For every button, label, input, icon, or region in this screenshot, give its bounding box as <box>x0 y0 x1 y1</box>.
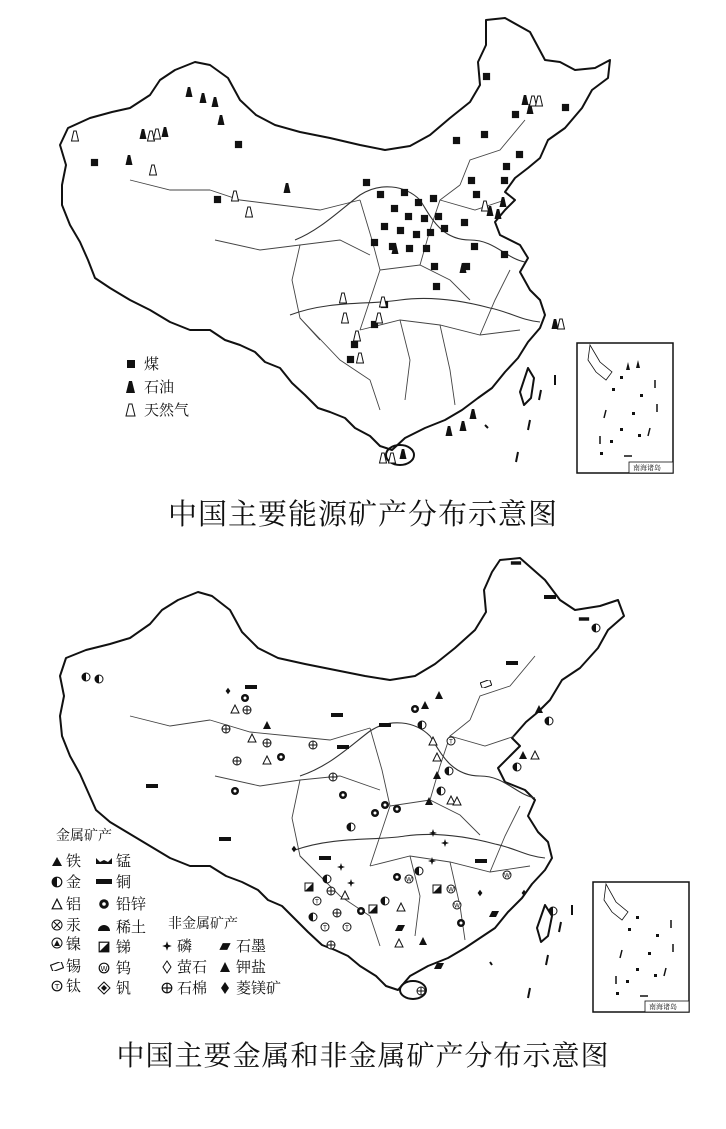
legend-lead-zinc <box>99 895 146 913</box>
metal-legend-title: 金属矿产 <box>56 828 112 844</box>
legend-tungsten-label: 钨 <box>116 959 132 977</box>
inset-label: 南海诸岛 <box>633 464 661 472</box>
nonmetal-legend-title: 非金属矿产 <box>168 916 238 932</box>
legend-coal <box>127 355 159 373</box>
legend-manganese-label: 锰 <box>116 852 132 870</box>
legend-rare-earth-label: 稀土 <box>116 918 147 936</box>
legend-oil-label: 石油 <box>144 378 175 396</box>
legend-aluminium-label: 铝 <box>66 895 82 913</box>
metal-legend <box>51 827 146 997</box>
energy-map-caption: 中国主要能源矿产分布示意图 <box>167 497 558 531</box>
oil-icon <box>126 381 135 393</box>
legend-oil <box>126 378 174 396</box>
taiwan-island <box>520 368 534 405</box>
legend-phosphorus <box>162 937 192 955</box>
gas-icon <box>126 404 135 416</box>
south-china-sea-inset <box>577 343 673 473</box>
graphite-icon <box>219 943 230 950</box>
legend-rare-earth <box>98 918 146 936</box>
rivers-2 <box>295 723 545 858</box>
sea-dashes <box>485 375 555 462</box>
mineral-map <box>0 540 726 1029</box>
legend-antimony <box>99 938 131 956</box>
province-lines-2 <box>130 656 535 946</box>
asbestos-icon <box>162 983 172 993</box>
legend-fluorite <box>163 958 207 976</box>
legend-tungsten <box>99 959 131 977</box>
legend-lead-zinc-label: 铅锌 <box>116 895 147 913</box>
energy-legend <box>126 355 189 419</box>
inset-label-2: 南海诸岛 <box>649 1003 677 1011</box>
south-china-sea-inset-2 <box>593 882 689 1012</box>
legend-coal-label: 煤 <box>144 355 160 373</box>
legend-magnesite <box>221 979 281 997</box>
gold-icon <box>52 877 62 887</box>
legend-potash-label: 钾盐 <box>236 958 267 976</box>
antimony-icon <box>99 942 109 952</box>
legend-nickel-label: 镍 <box>66 935 82 953</box>
energy-map <box>0 0 726 540</box>
legend-titanium <box>52 977 81 995</box>
legend-iron <box>52 852 81 870</box>
legend-potash <box>220 958 266 976</box>
fluorite-icon <box>163 961 171 973</box>
iron-icon <box>52 857 62 866</box>
legend-titanium-label: 钛 <box>66 977 82 995</box>
legend-gas-label: 天然气 <box>144 401 190 419</box>
titanium-icon <box>52 981 62 991</box>
mineral-sites <box>82 561 600 995</box>
manganese-icon <box>96 858 112 864</box>
legend-asbestos-label: 石棉 <box>177 979 208 997</box>
legend-manganese <box>96 852 131 870</box>
lead-zinc-icon <box>99 899 109 909</box>
coal-icon <box>127 360 135 368</box>
legend-mercury <box>52 916 81 934</box>
legend-asbestos <box>162 979 207 997</box>
legend-vanadium-label: 钒 <box>116 979 132 997</box>
legend-tin <box>51 957 81 975</box>
legend-mercury-label: 汞 <box>66 916 82 934</box>
legend-magnesite-label: 菱镁矿 <box>236 979 282 997</box>
phosphorus-icon <box>162 941 172 951</box>
rare-earth-icon <box>98 925 110 931</box>
legend-gas <box>126 401 189 419</box>
mineral-map-caption: 中国主要金属和非金属矿产分布示意图 <box>116 1039 610 1072</box>
copper-icon <box>96 879 112 884</box>
oil-sites <box>126 87 559 459</box>
legend-fluorite-label: 萤石 <box>177 958 208 976</box>
legend-graphite <box>219 937 266 955</box>
legend-nickel <box>52 935 81 953</box>
legend-iron-label: 铁 <box>66 852 82 870</box>
aluminium-icon <box>52 899 62 909</box>
legend-gold-label: 金 <box>66 873 82 891</box>
potash-icon <box>220 962 230 972</box>
tungsten-icon <box>99 963 109 973</box>
legend-tin-label: 锡 <box>66 957 82 975</box>
legend-copper-label: 铜 <box>116 873 132 891</box>
legend-copper <box>96 873 131 891</box>
tin-icon <box>51 961 64 971</box>
legend-phosphorus-label: 磷 <box>177 937 193 955</box>
china-border <box>60 18 610 450</box>
magnesite-icon <box>221 982 229 994</box>
legend-gold <box>52 873 81 891</box>
nonmetal-legend <box>162 915 281 997</box>
legend-aluminium <box>52 895 81 913</box>
legend-graphite-label: 石墨 <box>236 937 267 955</box>
legend-vanadium <box>98 979 131 997</box>
legend-antimony-label: 锑 <box>116 938 132 956</box>
